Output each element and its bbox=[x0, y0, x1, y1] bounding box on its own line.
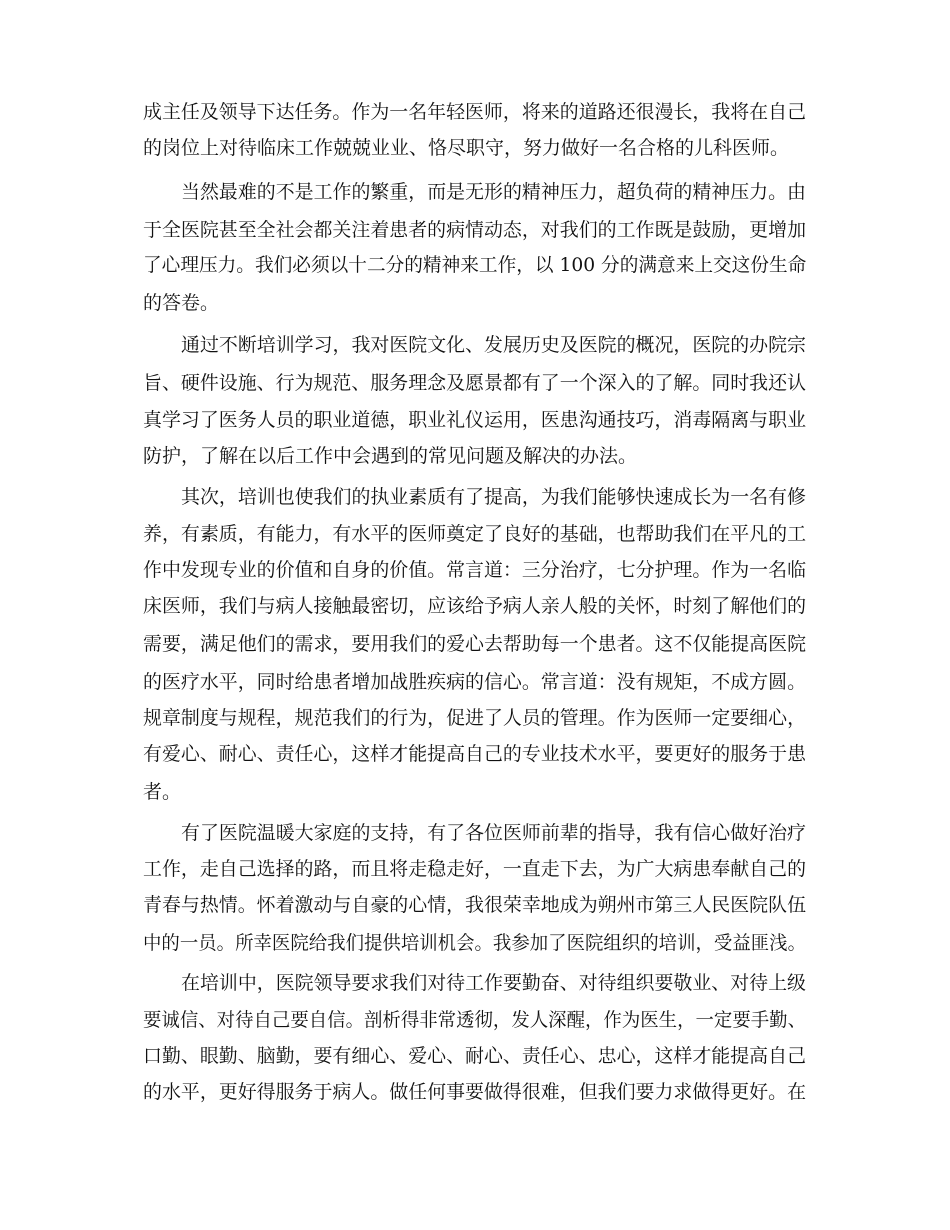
text-line: 于全医院甚至全社会都关注着患者的病情动态，对我们的工作既是鼓励，更增加 bbox=[143, 219, 807, 241]
paragraph-first-line: 当然最难的不是工作的繁重，而是无形的精神压力，超负荷的精神压力。由 bbox=[181, 181, 807, 203]
text-line: 口勤、眼勤、脑勤，要有细心、爱心、耐心、责任心、忠心，这样才能提高自己 bbox=[143, 1045, 807, 1067]
text-line: 中的一员。所幸医院给我们提供培训机会。我参加了医院组织的培训，受益匪浅。 bbox=[143, 932, 807, 954]
text-line: 者。 bbox=[143, 781, 182, 803]
text-line: 作中发现专业的价值和自身的价值。常言道：三分治疗，七分护理。作为一名临 bbox=[143, 559, 807, 581]
text-line: 需要，满足他们的需求，要用我们的爱心去帮助每一个患者。这不仅能提高医院 bbox=[143, 633, 807, 655]
text-line: 规章制度与规程，规范我们的行为，促进了人员的管理。作为医师一定要细心， bbox=[143, 707, 807, 729]
paragraph-first-line: 通过不断培训学习，我对医院文化、发展历史及医院的概况，医院的办院宗 bbox=[181, 334, 807, 356]
text-line: 青春与热情。怀着激动与自豪的心情，我很荣幸地成为朔州市第三人民医院队伍 bbox=[143, 894, 807, 916]
text-line: 养，有素质，有能力，有水平的医师奠定了良好的基础，也帮助我们在平凡的工 bbox=[143, 523, 807, 545]
text-line: 的岗位上对待临床工作兢兢业业、恪尽职守，努力做好一名合格的儿科医师。 bbox=[143, 137, 790, 159]
paragraph-first-line: 其次，培训也使我们的执业素质有了提高，为我们能够快速成长为一名有修 bbox=[181, 486, 807, 508]
text-line: 工作，走自己选择的路，而且将走稳走好，一直走下去，为广大病患奉献自己的 bbox=[143, 858, 807, 880]
text-line: 的答卷。 bbox=[143, 292, 220, 314]
text-line: 旨、硬件设施、行为规范、服务理念及愿景都有了一个深入的了解。同时我还认 bbox=[143, 372, 807, 394]
paragraph-first-line: 有了医院温暖大家庭的支持，有了各位医师前辈的指导，我有信心做好治疗 bbox=[181, 822, 807, 844]
text-line: 真学习了医务人员的职业道德，职业礼仪运用，医患沟通技巧，消毒隔离与职业 bbox=[143, 409, 807, 431]
text-line: 了心理压力。我们必须以十二分的精神来工作，以 100 分的满意来上交这份生命 bbox=[143, 254, 807, 276]
text-line: 成主任及领导下达任务。作为一名年轻医师，将来的道路还很漫长，我将在自己 bbox=[143, 101, 807, 123]
text-line: 的医疗水平，同时给患者增加战胜疾病的信心。常言道：没有规矩，不成方圆。 bbox=[143, 671, 807, 693]
text-line: 床医师，我们与病人接触最密切，应该给予病人亲人般的关怀，时刻了解他们的 bbox=[143, 595, 807, 617]
text-line: 防护，了解在以后工作中会遇到的常见问题及解决的办法。 bbox=[143, 445, 638, 467]
text-line: 有爱心、耐心、责任心，这样才能提高自己的专业技术水平，要更好的服务于患 bbox=[143, 743, 807, 765]
text-line: 的水平，更好得服务于病人。做任何事要做得很难，但我们要力求做得更好。在 bbox=[143, 1081, 807, 1103]
text-line: 要诚信、对待自己要自信。剖析得非常透彻，发人深醒，作为医生，一定要手勤、 bbox=[143, 1009, 807, 1031]
paragraph-first-line: 在培训中，医院领导要求我们对待工作要勤奋、对待组织要敬业、对待上级 bbox=[181, 972, 807, 994]
